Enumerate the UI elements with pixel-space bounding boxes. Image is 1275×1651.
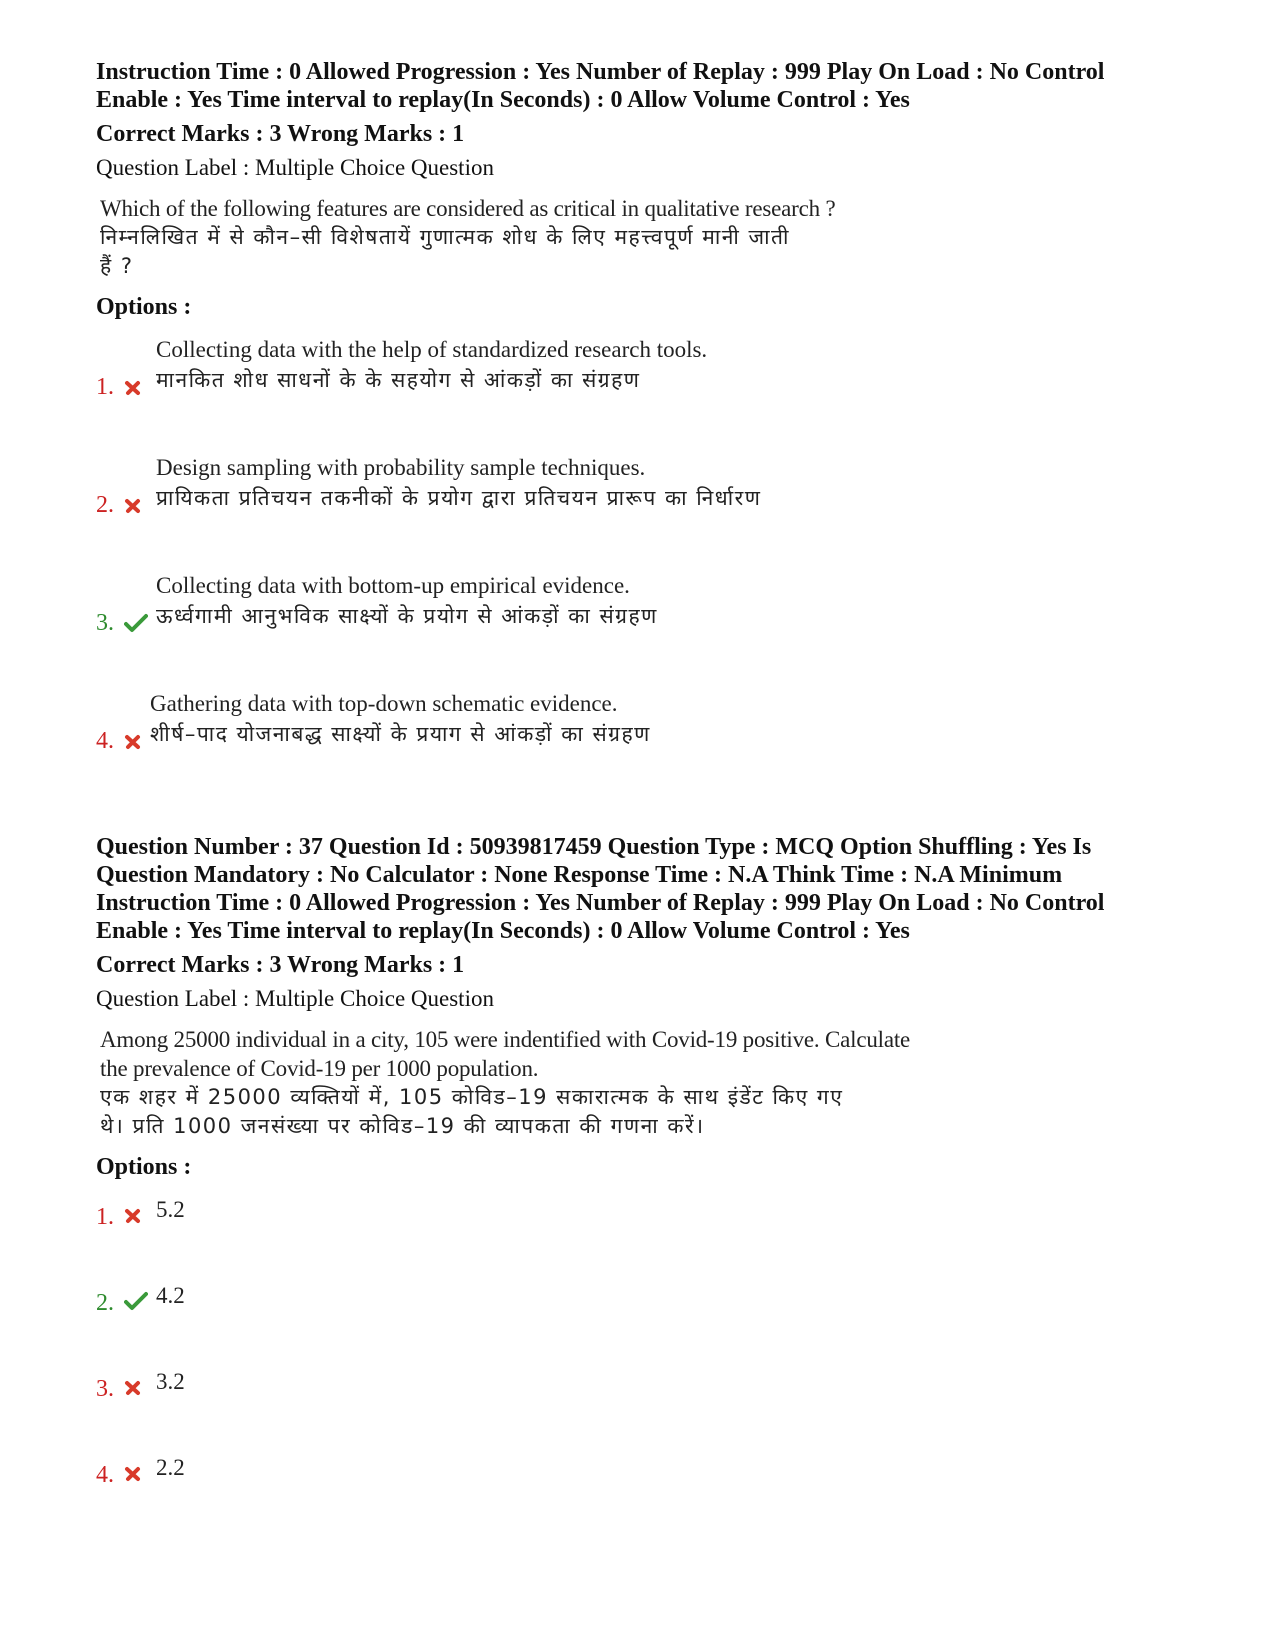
question-text-english: Among 25000 individual in a city, 105 were indentified with Covid-19 positive. Calculate <box>100 1027 911 1052</box>
option-text-english: Gathering data with top-down schematic evidence. <box>150 691 618 716</box>
cross-icon <box>124 733 142 751</box>
cross-icon <box>124 1207 142 1225</box>
option-number: 4. <box>96 728 114 754</box>
question-36 <box>96 58 1196 807</box>
cross-icon <box>124 1379 142 1397</box>
option-number: 4. <box>96 1462 114 1488</box>
option-text: 3.2 <box>156 1369 185 1394</box>
marks-info: Correct Marks : 3 Wrong Marks : 1 <box>96 952 465 978</box>
option-text <box>156 453 761 513</box>
option-number: 1. <box>96 374 114 400</box>
option-number: 1. <box>96 1204 114 1230</box>
question-text-hindi: एक शहर में 25000 व्यक्तियों में, 105 कोविड–19 सकारात्मक के साथ इंडेंट किए गए <box>100 1085 844 1109</box>
question-meta-line: Question Mandatory : No Calculator : None Response Time : N.A Think Time : N.A Minimum <box>96 862 1063 888</box>
question-text-hindi: निम्नलिखित में से कौन–सी विशेषतायें गुणात्मक शोध के लिए महत्त्वपूर्ण मानी जाती <box>100 225 790 249</box>
marks-info: Correct Marks : 3 Wrong Marks : 1 <box>96 121 465 147</box>
question-meta-line: Enable : Yes Time interval to replay(In Seconds) : 0 Allow Volume Control : Yes <box>96 918 910 944</box>
check-icon <box>124 613 148 633</box>
option-item <box>96 689 1196 807</box>
option-text-english: Collecting data with bottom-up empirical evidence. <box>156 573 630 598</box>
question-label: Question Label : Multiple Choice Question <box>96 155 494 180</box>
cross-icon <box>124 379 142 397</box>
option-number: 3. <box>96 610 114 636</box>
question-text-hindi: हैं ? <box>100 254 134 278</box>
option-item <box>96 1367 1196 1453</box>
question-text-english: the prevalence of Covid-19 per 1000 population. <box>100 1056 539 1081</box>
option-text <box>150 689 651 749</box>
option-number: 3. <box>96 1376 114 1402</box>
option-text-hindi: मानकित शोध साधनों के के सहयोग से आंकड़ों का संग्रहण <box>156 368 641 392</box>
cross-icon <box>124 1465 142 1483</box>
option-item <box>96 335 1196 453</box>
option-text: 5.2 <box>156 1197 185 1222</box>
question-meta-line: Enable : Yes Time interval to replay(In Seconds) : 0 Allow Volume Control : Yes <box>96 87 910 113</box>
option-item <box>96 571 1196 689</box>
check-icon <box>124 1291 148 1311</box>
question-text <box>100 1025 980 1141</box>
options-heading: Options : <box>96 1154 192 1180</box>
cross-icon <box>124 497 142 515</box>
question-37 <box>96 833 1196 1539</box>
question-meta-line: Instruction Time : 0 Allowed Progression : Yes Number of Replay : 999 Play On Load : No Control <box>96 59 1105 85</box>
question-text <box>100 194 980 281</box>
option-text-english: Collecting data with the help of standardized research tools. <box>156 337 708 362</box>
option-number: 2. <box>96 1290 114 1316</box>
option-text: 2.2 <box>156 1455 185 1480</box>
option-item <box>96 453 1196 571</box>
option-item <box>96 1281 1196 1367</box>
option-text: 4.2 <box>156 1283 185 1308</box>
option-text <box>156 335 707 395</box>
option-text-hindi: प्रायिकता प्रतिचयन तकनीकों के प्रयोग द्वारा प्रतिचयन प्रारूप का निर्धारण <box>156 486 762 510</box>
option-text <box>156 571 658 631</box>
question-paper-page <box>96 58 1196 1539</box>
option-text-hindi: शीर्ष–पाद योजनाबद्ध साक्ष्यों के प्रयाग से आंकड़ों का संग्रहण <box>150 722 651 746</box>
question-text-english: Which of the following features are considered as critical in qualitative research ? <box>100 196 836 221</box>
question-meta-line: Instruction Time : 0 Allowed Progression : Yes Number of Replay : 999 Play On Load : No Control <box>96 890 1105 916</box>
question-meta-line: Question Number : 37 Question Id : 50939817459 Question Type : MCQ Option Shuffling : Yes Is <box>96 834 1092 860</box>
option-item <box>96 1195 1196 1281</box>
options-heading: Options : <box>96 294 192 320</box>
question-text-hindi: थे। प्रति 1000 जनसंख्या पर कोविड–19 की व्यापकता की गणना करें। <box>100 1114 705 1138</box>
option-text-hindi: ऊर्ध्वगामी आनुभविक साक्ष्यों के प्रयोग से आंकड़ों का संग्रहण <box>156 604 658 628</box>
option-item <box>96 1453 1196 1539</box>
option-number: 2. <box>96 492 114 518</box>
option-text-english: Design sampling with probability sample techniques. <box>156 455 646 480</box>
question-label: Question Label : Multiple Choice Question <box>96 986 494 1011</box>
